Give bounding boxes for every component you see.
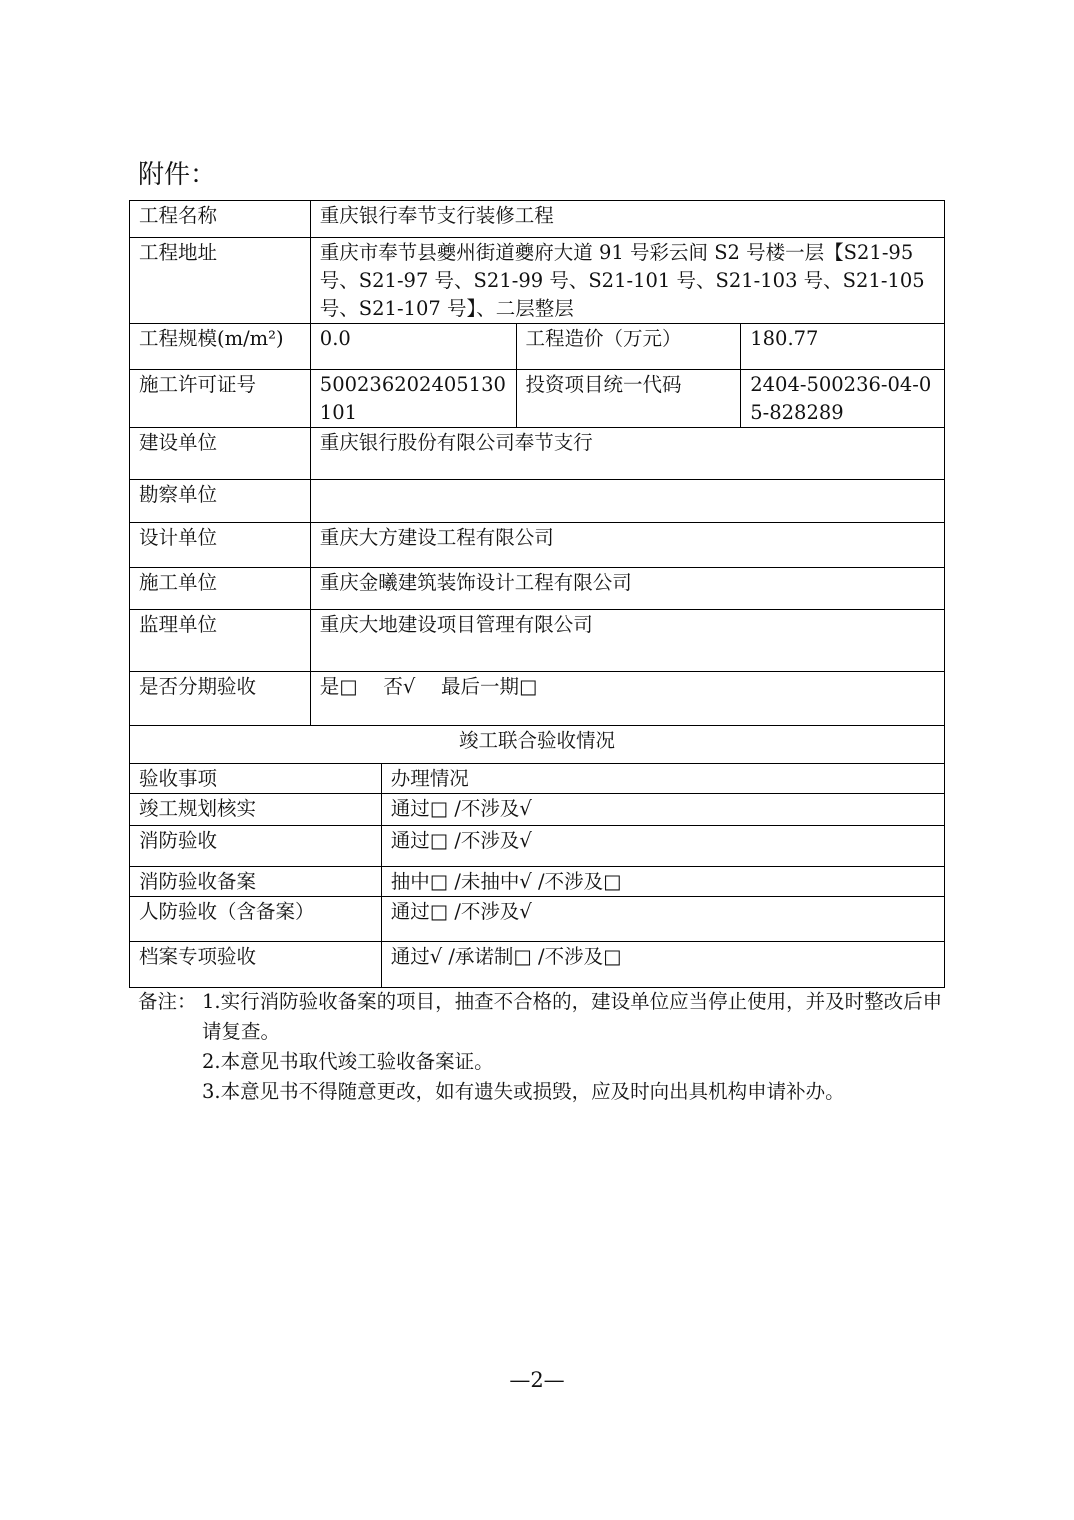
- row-project-address: [130, 238, 945, 324]
- project-info-table: [129, 200, 945, 764]
- table-row: [130, 942, 945, 988]
- notes: [138, 987, 948, 1107]
- acceptance-table: [129, 763, 945, 988]
- label-cost: 工程造价（万元）: [516, 324, 741, 370]
- acceptance-status: 通过□ /不涉及√: [381, 897, 944, 942]
- value-survey: [310, 480, 944, 523]
- note-item: 2.本意见书取代竣工验收备案证。: [202, 1050, 494, 1073]
- acceptance-item: 竣工规划核实: [130, 794, 382, 826]
- value-supervise: 重庆大地建设项目管理有限公司: [310, 610, 944, 672]
- row-survey: [130, 480, 945, 523]
- note-item: 3.本意见书不得随意更改，如有遗失或损毁，应及时向出具机构申请补办。: [202, 1080, 845, 1103]
- acceptance-status: 通过□ /不涉及√: [381, 826, 944, 867]
- row-acceptance-title: [130, 726, 945, 764]
- label-survey: 勘察单位: [130, 480, 311, 523]
- acceptance-item: 消防验收备案: [130, 867, 382, 897]
- value-construct: 重庆金曦建筑装饰设计工程有限公司: [310, 568, 944, 610]
- acceptance-header-row: [130, 764, 945, 794]
- table-row: [130, 867, 945, 897]
- value-invest-code: 2404-500236-04-05-828289: [741, 370, 945, 428]
- row-builder: [130, 428, 945, 480]
- row-construct: [130, 568, 945, 610]
- value-project-name: 重庆银行奉节支行装修工程: [310, 201, 944, 238]
- label-invest-code: 投资项目统一代码: [516, 370, 741, 428]
- acceptance-status: 通过□ /不涉及√: [381, 794, 944, 826]
- value-permit: 500236202405130101: [310, 370, 516, 428]
- value-phased: 是□ 否√ 最后一期□: [310, 672, 944, 726]
- table-row: [130, 794, 945, 826]
- acceptance-title: 竣工联合验收情况: [130, 726, 945, 764]
- row-supervise: [130, 610, 945, 672]
- label-project-address: 工程地址: [130, 238, 311, 324]
- row-scale-cost: [130, 324, 945, 370]
- header-item: 验收事项: [130, 764, 382, 794]
- attachment-heading: 附件：: [138, 160, 217, 190]
- row-project-name: [130, 201, 945, 238]
- acceptance-item: 消防验收: [130, 826, 382, 867]
- page-number: —2—: [509, 1368, 565, 1392]
- table-row: [130, 826, 945, 867]
- acceptance-item: 人防验收（含备案）: [130, 897, 382, 942]
- label-scale: 工程规模(m/m²): [130, 324, 311, 370]
- acceptance-status: 抽中□ /未抽中√ /不涉及□: [381, 867, 944, 897]
- value-design: 重庆大方建设工程有限公司: [310, 523, 944, 568]
- row-permit-invest: [130, 370, 945, 428]
- note-text: 1.实行消防验收备案的项目，抽查不合格的，建设单位应当停止使用，并及时整改后申请复查。: [202, 990, 943, 1043]
- row-phased: [130, 672, 945, 726]
- label-permit: 施工许可证号: [130, 370, 311, 428]
- row-design: [130, 523, 945, 568]
- acceptance-item: 档案专项验收: [130, 942, 382, 988]
- notes-label: 备注：: [138, 990, 197, 1013]
- label-design: 设计单位: [130, 523, 311, 568]
- table-row: [130, 897, 945, 942]
- value-builder: 重庆银行股份有限公司奉节支行: [310, 428, 944, 480]
- value-scale: 0.0: [310, 324, 516, 370]
- label-project-name: 工程名称: [130, 201, 311, 238]
- value-cost: 180.77: [741, 324, 945, 370]
- label-supervise: 监理单位: [130, 610, 311, 672]
- value-project-address: 重庆市奉节县夔州街道夔府大道 91 号彩云间 S2 号楼一层【S21-95 号、S21-97 号、S21-99 号、S21-101 号、S21-103 号、S21-105 号、S21-107 号】、二层整层: [310, 238, 944, 324]
- note-item: [138, 987, 948, 1047]
- header-status: 办理情况: [381, 764, 944, 794]
- label-construct: 施工单位: [130, 568, 311, 610]
- label-phased: 是否分期验收: [130, 672, 311, 726]
- acceptance-status: 通过√ /承诺制□ /不涉及□: [381, 942, 944, 988]
- label-builder: 建设单位: [130, 428, 311, 480]
